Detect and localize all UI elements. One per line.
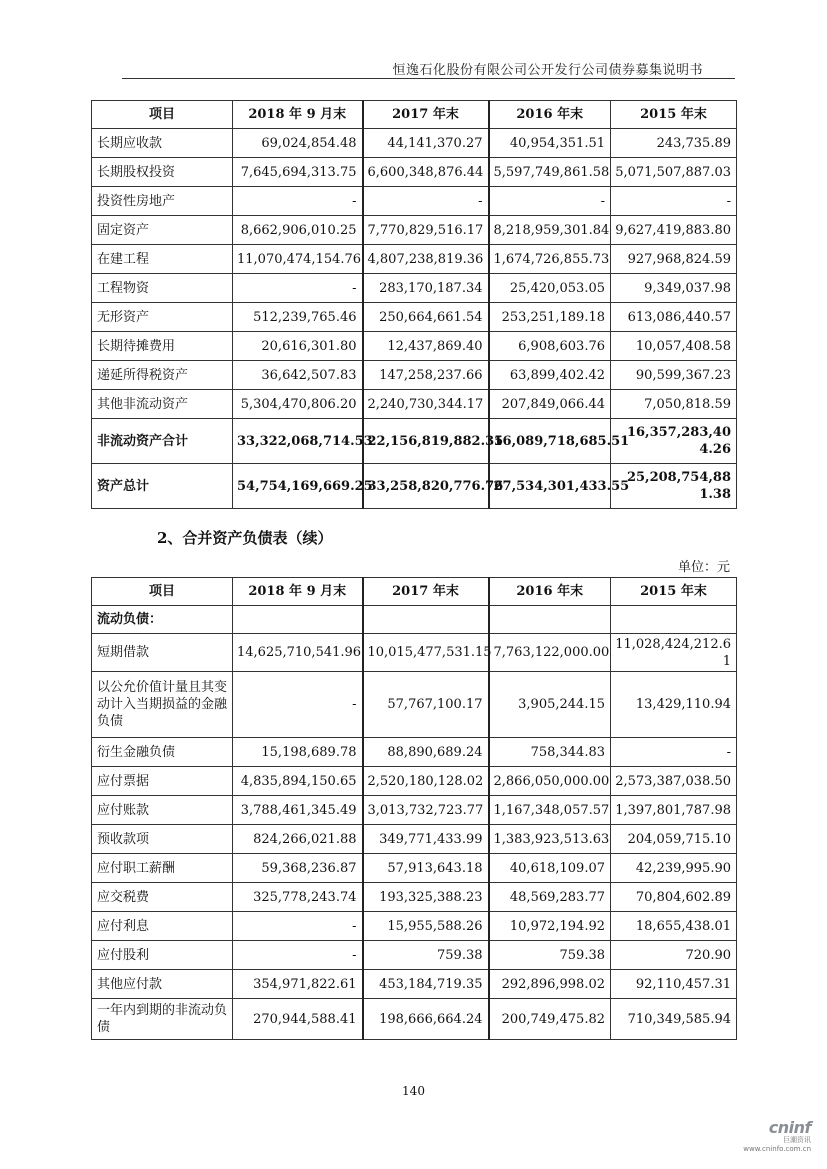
row-label: 应付票据 — [92, 767, 233, 796]
value-cell: 90,599,367.23 — [611, 361, 737, 390]
value-cell: 5,304,470,806.20 — [233, 390, 363, 419]
column-header: 2017 年末 — [363, 578, 489, 606]
row-label: 衍生金融负债 — [92, 738, 233, 767]
value-cell: - — [611, 738, 737, 767]
value-cell: 10,015,477,531.15 — [363, 634, 489, 672]
value-cell: 824,266,021.88 — [233, 825, 363, 854]
value-cell: - — [363, 187, 489, 216]
row-label: 长期股权投资 — [92, 158, 233, 187]
table-row — [92, 738, 737, 767]
value-cell: 15,955,588.26 — [363, 912, 489, 941]
value-cell: 44,141,370.27 — [363, 129, 489, 158]
value-cell: 42,239,995.90 — [611, 854, 737, 883]
value-cell: 283,170,187.34 — [363, 274, 489, 303]
value-cell: 7,763,122,000.00 — [489, 634, 611, 672]
value-cell: 69,024,854.48 — [233, 129, 363, 158]
table-row — [92, 129, 737, 158]
value-cell: 2,866,050,000.00 — [489, 767, 611, 796]
value-cell: 8,218,959,301.84 — [489, 216, 611, 245]
value-cell: 48,569,283.77 — [489, 883, 611, 912]
row-label: 应付账款 — [92, 796, 233, 825]
non-current-assets-table — [91, 100, 737, 509]
value-cell: 11,070,474,154.76 — [233, 245, 363, 274]
value-cell: 25,420,053.05 — [489, 274, 611, 303]
column-header: 2018 年 9 月末 — [233, 101, 363, 129]
column-header: 项目 — [92, 578, 233, 606]
table-row — [92, 767, 737, 796]
table-cell — [611, 606, 737, 634]
value-cell: 3,788,461,345.49 — [233, 796, 363, 825]
value-cell: 16,089,718,685.51 — [489, 419, 611, 464]
value-cell: 40,618,109.07 — [489, 854, 611, 883]
row-label: 预收款项 — [92, 825, 233, 854]
row-label: 短期借款 — [92, 634, 233, 672]
value-cell: 36,642,507.83 — [233, 361, 363, 390]
value-cell: 200,749,475.82 — [489, 999, 611, 1040]
row-label: 递延所得税资产 — [92, 361, 233, 390]
value-cell: 1,383,923,513.63 — [489, 825, 611, 854]
row-label: 长期应收款 — [92, 129, 233, 158]
value-cell: - — [233, 941, 363, 970]
value-cell: 2,573,387,038.50 — [611, 767, 737, 796]
row-label: 资产总计 — [92, 464, 233, 509]
value-cell: 18,655,438.01 — [611, 912, 737, 941]
value-cell: 92,110,457.31 — [611, 970, 737, 999]
table-row — [92, 419, 737, 464]
column-header: 2018 年 9 月末 — [233, 578, 363, 606]
value-cell: 349,771,433.99 — [363, 825, 489, 854]
row-label: 应交税费 — [92, 883, 233, 912]
table-header-row — [92, 101, 737, 129]
value-cell: 88,890,689.24 — [363, 738, 489, 767]
group-row — [92, 606, 737, 634]
value-cell: 207,849,066.44 — [489, 390, 611, 419]
table-row — [92, 361, 737, 390]
table-row — [92, 941, 737, 970]
table-row — [92, 825, 737, 854]
value-cell: 54,754,169,669.25 — [233, 464, 363, 509]
value-cell: 9,349,037.98 — [611, 274, 737, 303]
value-cell: - — [233, 672, 363, 738]
value-cell: 15,198,689.78 — [233, 738, 363, 767]
value-cell: 5,597,749,861.58 — [489, 158, 611, 187]
value-cell: 292,896,998.02 — [489, 970, 611, 999]
row-label: 长期待摊费用 — [92, 332, 233, 361]
value-cell: 613,086,440.57 — [611, 303, 737, 332]
value-cell: 7,050,818.59 — [611, 390, 737, 419]
row-label: 应付股利 — [92, 941, 233, 970]
value-cell: 7,645,694,313.75 — [233, 158, 363, 187]
column-header: 2016 年末 — [489, 578, 611, 606]
value-cell: 759.38 — [363, 941, 489, 970]
value-cell: - — [233, 274, 363, 303]
column-header: 项目 — [92, 101, 233, 129]
column-header: 2016 年末 — [489, 101, 611, 129]
column-header: 2017 年末 — [363, 101, 489, 129]
row-label: 其他应付款 — [92, 970, 233, 999]
value-cell: 927,968,824.59 — [611, 245, 737, 274]
value-cell: 63,899,402.42 — [489, 361, 611, 390]
value-cell: 4,835,894,150.65 — [233, 767, 363, 796]
value-cell: 10,057,408.58 — [611, 332, 737, 361]
table-row — [92, 970, 737, 999]
value-cell: 3,013,732,723.77 — [363, 796, 489, 825]
row-label: 一年内到期的非流动负债 — [92, 999, 233, 1040]
section-heading: 2、合并资产负债表（续） — [157, 529, 333, 547]
value-cell: 243,735.89 — [611, 129, 737, 158]
value-cell: 6,600,348,876.44 — [363, 158, 489, 187]
value-cell: - — [233, 187, 363, 216]
value-cell: 2,240,730,344.17 — [363, 390, 489, 419]
document-header-title: 恒逸石化股份有限公司公开发行公司债券募集说明书 — [392, 63, 703, 78]
value-cell: 14,625,710,541.96 — [233, 634, 363, 672]
row-label: 应付利息 — [92, 912, 233, 941]
row-label: 在建工程 — [92, 245, 233, 274]
table-header-row — [92, 578, 737, 606]
table-row — [92, 332, 737, 361]
table-row — [92, 999, 737, 1040]
table-cell — [363, 606, 489, 634]
current-liabilities-table — [91, 577, 737, 1040]
group-label: 流动负债： — [92, 606, 233, 634]
value-cell: - — [489, 187, 611, 216]
header-divider — [122, 78, 735, 79]
value-cell: 1,167,348,057.57 — [489, 796, 611, 825]
value-cell: 11,028,424,212.61 — [611, 634, 737, 672]
value-cell: 59,368,236.87 — [233, 854, 363, 883]
table-row — [92, 158, 737, 187]
value-cell: 22,156,819,882.35 — [363, 419, 489, 464]
row-label: 固定资产 — [92, 216, 233, 245]
value-cell: 758,344.83 — [489, 738, 611, 767]
table-row — [92, 274, 737, 303]
value-cell: 10,972,194.92 — [489, 912, 611, 941]
value-cell: 710,349,585.94 — [611, 999, 737, 1040]
table-row — [92, 634, 737, 672]
value-cell: 253,251,189.18 — [489, 303, 611, 332]
table-row — [92, 303, 737, 332]
logo-main-text: cninf — [768, 1118, 811, 1137]
value-cell: 57,913,643.18 — [363, 854, 489, 883]
value-cell: 12,437,869.40 — [363, 332, 489, 361]
table-row — [92, 187, 737, 216]
value-cell: 204,059,715.10 — [611, 825, 737, 854]
value-cell: - — [611, 187, 737, 216]
column-header: 2015 年末 — [611, 578, 737, 606]
value-cell: 354,971,822.61 — [233, 970, 363, 999]
row-label: 无形资产 — [92, 303, 233, 332]
logo-sub-text: 巨潮资讯 — [783, 1136, 811, 1144]
column-header: 2015 年末 — [611, 101, 737, 129]
value-cell: 250,664,661.54 — [363, 303, 489, 332]
value-cell: 193,325,388.23 — [363, 883, 489, 912]
value-cell: 9,627,419,883.80 — [611, 216, 737, 245]
table-row — [92, 245, 737, 274]
value-cell: 33,258,820,776.76 — [363, 464, 489, 509]
value-cell: 57,767,100.17 — [363, 672, 489, 738]
table-row — [92, 464, 737, 509]
table-row — [92, 883, 737, 912]
value-cell: 33,322,068,714.53 — [233, 419, 363, 464]
value-cell: 1,674,726,855.73 — [489, 245, 611, 274]
value-cell: 1,397,801,787.98 — [611, 796, 737, 825]
table-row — [92, 796, 737, 825]
logo-url-text: www.cninfo.com.cn — [743, 1145, 811, 1153]
value-cell: 270,944,588.41 — [233, 999, 363, 1040]
table-cell — [489, 606, 611, 634]
row-label: 投资性房地产 — [92, 187, 233, 216]
value-cell: 16,357,283,404.26 — [611, 419, 737, 464]
value-cell: 13,429,110.94 — [611, 672, 737, 738]
row-label: 其他非流动资产 — [92, 390, 233, 419]
row-label: 应付职工薪酬 — [92, 854, 233, 883]
table-row — [92, 854, 737, 883]
value-cell: 20,616,301.80 — [233, 332, 363, 361]
row-label: 以公允价值计量且其变动计入当期损益的金融负债 — [92, 672, 233, 738]
value-cell: 25,208,754,881.38 — [611, 464, 737, 509]
row-label: 非流动资产合计 — [92, 419, 233, 464]
value-cell: - — [233, 912, 363, 941]
value-cell: 147,258,237.66 — [363, 361, 489, 390]
value-cell: 3,905,244.15 — [489, 672, 611, 738]
value-cell: 5,071,507,887.03 — [611, 158, 737, 187]
table-row — [92, 912, 737, 941]
value-cell: 7,770,829,516.17 — [363, 216, 489, 245]
value-cell: 27,534,301,433.55 — [489, 464, 611, 509]
page-number: 140 — [402, 1084, 425, 1098]
value-cell: 720.90 — [611, 941, 737, 970]
table-row — [92, 390, 737, 419]
row-label: 工程物资 — [92, 274, 233, 303]
value-cell: 198,666,664.24 — [363, 999, 489, 1040]
value-cell: 325,778,243.74 — [233, 883, 363, 912]
value-cell: 453,184,719.35 — [363, 970, 489, 999]
value-cell: 759.38 — [489, 941, 611, 970]
cninfo-logo — [741, 1118, 811, 1153]
table-row — [92, 216, 737, 245]
unit-label: 单位：元 — [677, 560, 730, 575]
value-cell: 6,908,603.76 — [489, 332, 611, 361]
table-row — [92, 672, 737, 738]
value-cell: 8,662,906,010.25 — [233, 216, 363, 245]
value-cell: 2,520,180,128.02 — [363, 767, 489, 796]
value-cell: 70,804,602.89 — [611, 883, 737, 912]
value-cell: 512,239,765.46 — [233, 303, 363, 332]
value-cell: 40,954,351.51 — [489, 129, 611, 158]
table-cell — [233, 606, 363, 634]
value-cell: 4,807,238,819.36 — [363, 245, 489, 274]
